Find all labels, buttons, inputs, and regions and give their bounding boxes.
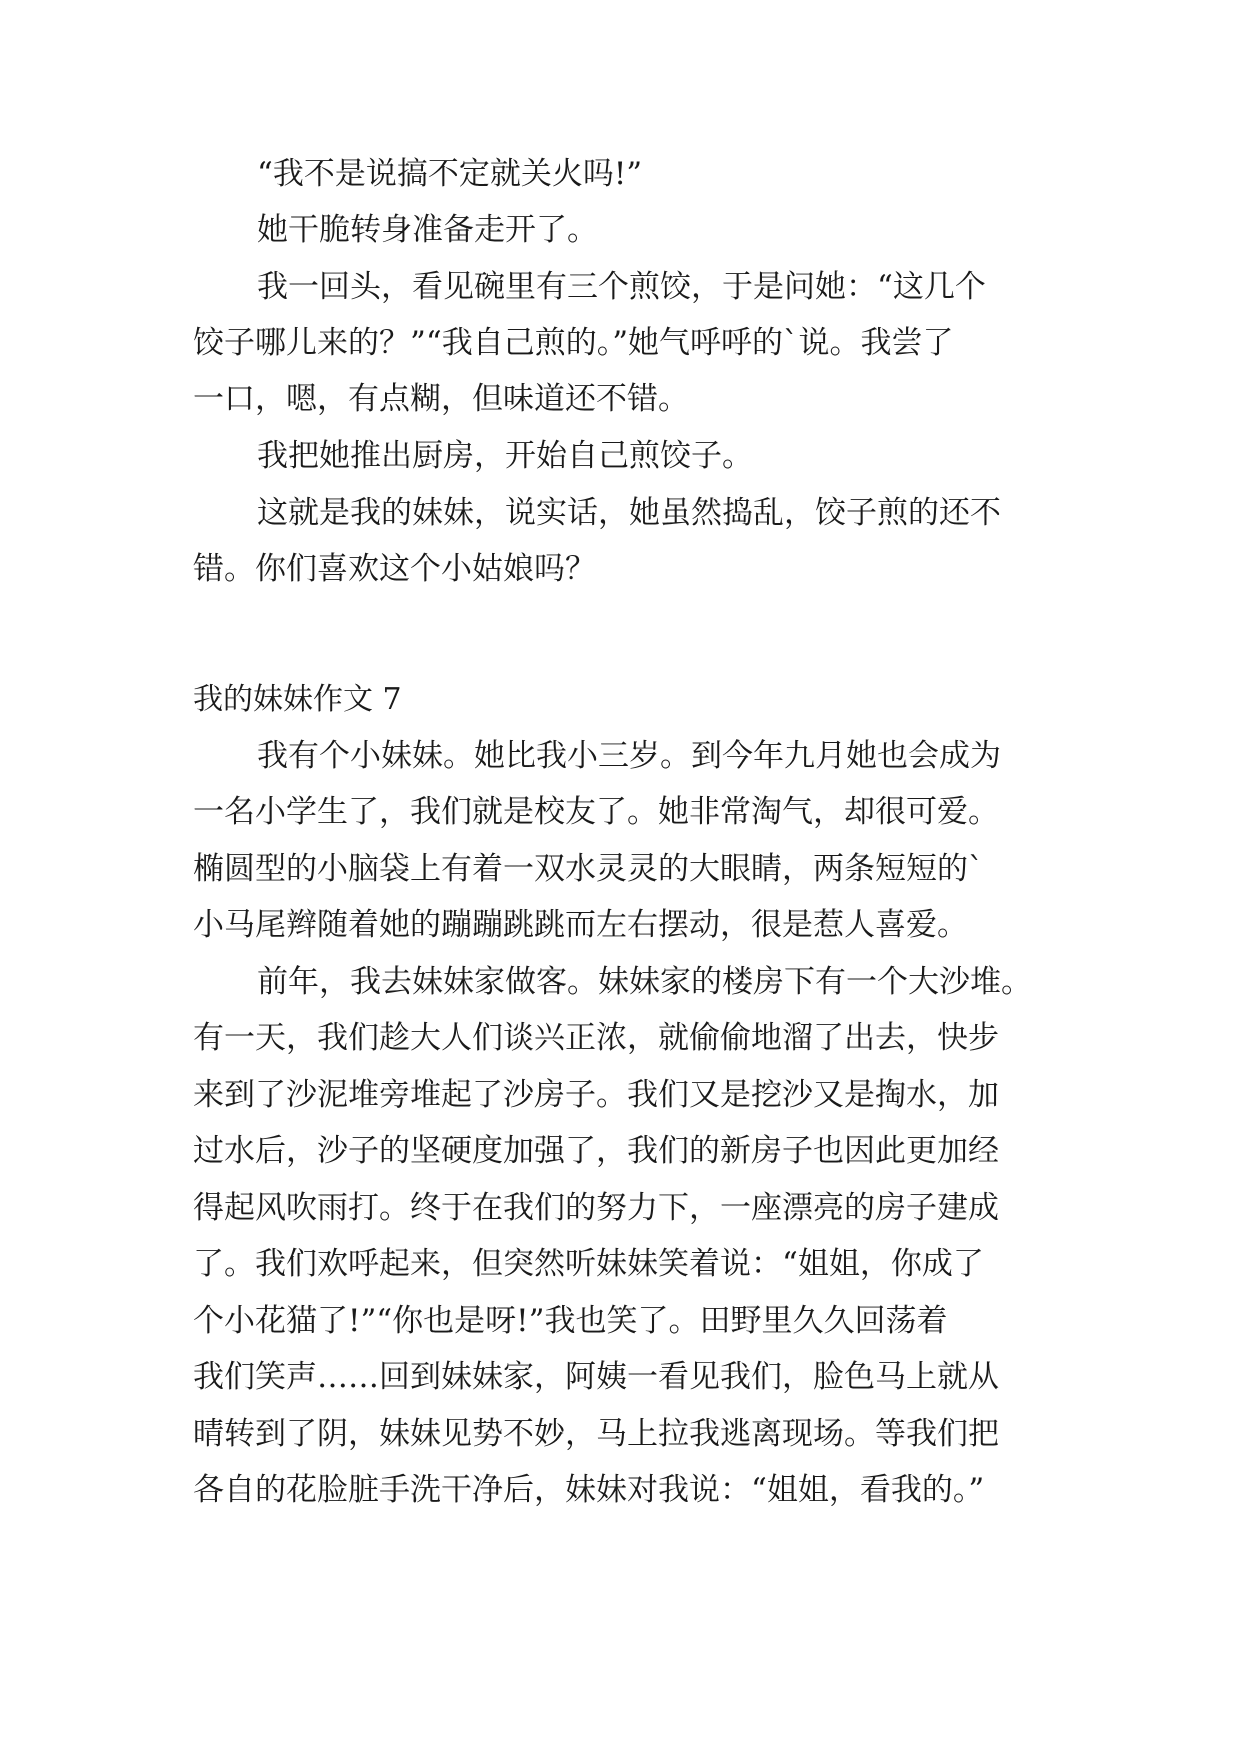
paragraph-line: 椭圆型的小脑袋上有着一双水灵灵的大眼睛，两条短短的` xyxy=(193,851,984,887)
paragraph-line: 有一天，我们趁大人们谈兴正浓，就偷偷地溜了出去，快步 xyxy=(193,1020,999,1056)
paragraph-line: 个小花猫了!”“你也是呀!”我也笑了。田野里久久回荡着 xyxy=(193,1303,948,1339)
paragraph-line: 我有个小妹妹。她比我小三岁。到今年九月她也会成为 xyxy=(257,738,1001,774)
paragraph-line: 各自的花脸脏手洗干净后，妹妹对我说：“姐姐，看我的。” xyxy=(193,1472,985,1508)
paragraph-line: 来到了沙泥堆旁堆起了沙房子。我们又是挖沙又是掏水，加 xyxy=(193,1077,999,1113)
paragraph-line: 我把她推出厨房，开始自己煎饺子。 xyxy=(257,438,753,474)
paragraph-line: 一口，嗯，有点糊，但味道还不错。 xyxy=(193,381,689,417)
paragraph-line: 这就是我的妹妹，说实话，她虽然捣乱，饺子煎的还不 xyxy=(257,495,1001,531)
paragraph-line: 过水后，沙子的坚硬度加强了，我们的新房子也因此更加经 xyxy=(193,1133,999,1169)
paragraph-line: 一名小学生了，我们就是校友了。她非常淘气，却很可爱。 xyxy=(193,794,999,830)
paragraph-line: 我一回头，看见碗里有三个煎饺，于是问她：“这几个 xyxy=(257,269,986,305)
paragraph-line: 前年，我去妹妹家做客。妹妹家的楼房下有一个大沙堆。 xyxy=(257,964,1032,1000)
paragraph-line: 她干脆转身准备走开了。 xyxy=(257,212,598,248)
paragraph-line: 小马尾辫随着她的蹦蹦跳跳而左右摆动，很是惹人喜爱。 xyxy=(193,907,968,943)
paragraph-line: 了。我们欢呼起来，但突然听妹妹笑着说：“姐姐，你成了 xyxy=(193,1246,984,1282)
section-title: 我的妹妹作文 7 xyxy=(193,682,402,717)
paragraph-line: 我们笑声……回到妹妹家，阿姨一看见我们，脸色马上就从 xyxy=(193,1359,999,1395)
paragraph-line: “我不是说搞不定就关火吗!” xyxy=(257,156,643,192)
paragraph-line: 饺子哪儿来的？”“我自己煎的。”她气呼呼的`说。我尝了 xyxy=(193,325,954,361)
paragraph-line: 得起风吹雨打。终于在我们的努力下，一座漂亮的房子建成 xyxy=(193,1190,999,1226)
paragraph-line: 错。你们喜欢这个小姑娘吗？ xyxy=(193,551,596,587)
paragraph-line: 晴转到了阴，妹妹见势不妙，马上拉我逃离现场。等我们把 xyxy=(193,1416,999,1452)
